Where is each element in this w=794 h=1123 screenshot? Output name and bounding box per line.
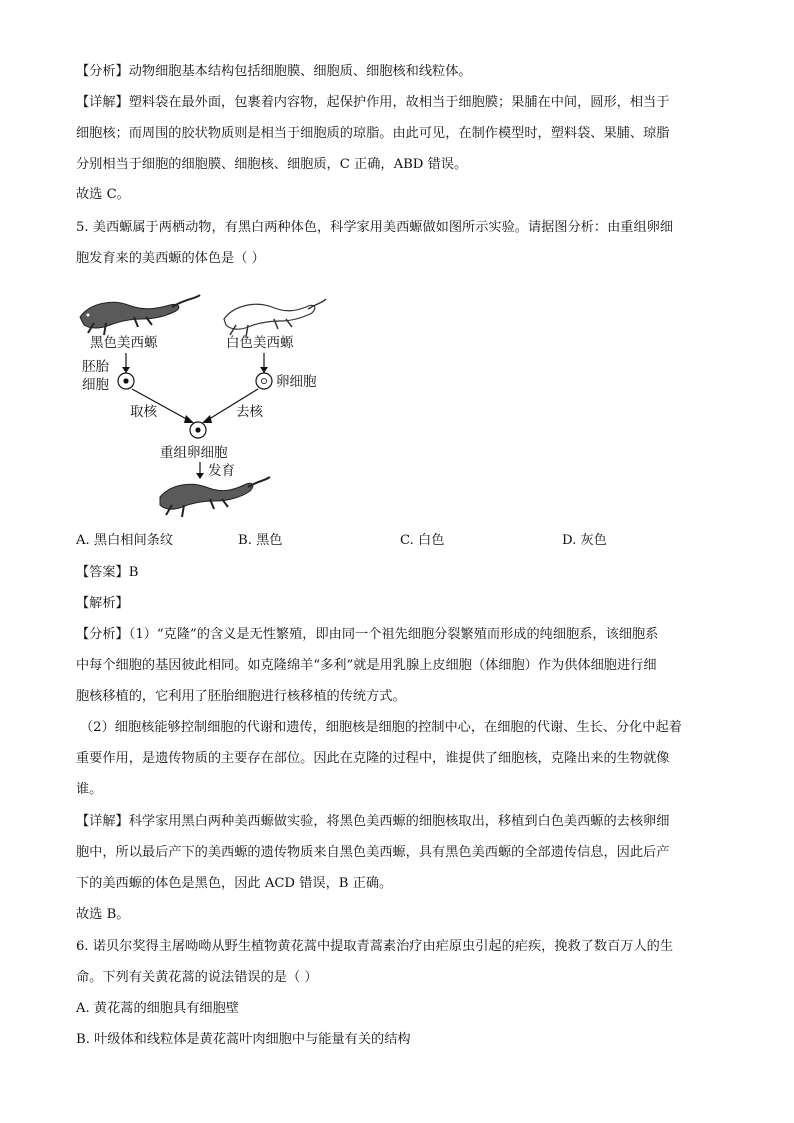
analysis-paragraph-line: （2）细胞核能够控制细胞的代谢和遗传，细胞核是细胞的控制中心，在细胞的代谢、生长、分化中起着 [80,720,682,735]
option-c: C. 白色 [400,533,445,548]
egg-cell-label: 卵细胞 [276,374,317,390]
question-5-stem: 5. 美西螈属于两栖动物，有黑白两种体色，科学家用美西螈做如图所示实验。请据图分析：由重组卵细 [76,220,674,235]
embryo-cell-icon [118,373,134,389]
recombined-egg-label: 重组卵细胞 [160,445,228,461]
answer-choice-line: 故选 B。 [76,907,130,922]
white-axolotl-label: 白色美西螈 [226,335,294,351]
option-d: D. 灰色 [562,533,607,548]
question-6-option-b: B. 叶级体和线粒体是黄花蒿叶肉细胞中与能量有关的结构 [76,1032,411,1047]
white-axolotl-image [224,299,326,337]
detail-paragraph-line: 分别相当于细胞的细胞膜、细胞核、细胞质，C 正确，ABD 错误。 [76,157,468,172]
analysis-paragraph-line: 【分析】（1）“克隆”的含义是无性繁殖，即由同一个祖先细胞分裂繁殖而形成的纯细胞系，该细胞系 [76,627,659,642]
offspring-axolotl-image [160,477,270,517]
detail-paragraph-line: 【详解】塑料袋在最外面，包裹着内容物，起保护作用，故相当于细胞膜；果脯在中间，圆形，相当于 [76,95,670,110]
analysis-paragraph-line: 谁。 [76,782,103,797]
detail-paragraph-line: 【详解】科学家用黑白两种美西螈做实验，将黑色美西螈的细胞核取出，移植到白色美西螈的去核卵细 [76,814,670,829]
answer-label: 【答案】B [76,565,139,580]
detail-paragraph-line: 胞中，所以最后产下的美西螈的遗传物质来自黑色美西螈，具有黑色美西螈的全部遗传信息，因此后产 [76,845,670,860]
detail-paragraph-line: 细胞核；而周围的胶状物质则是相当于细胞质的琼脂。由此可见，在制作模型时，塑料袋、果脯、琼脂 [76,126,670,141]
analysis-paragraph-line: 重要作用，是遗传物质的主要存在部位。因此在克隆的过程中，谁提供了细胞核，克隆出来的生物就像 [76,751,670,766]
answer-choice-line: 故选 C。 [76,187,130,202]
black-axolotl-image [80,295,200,335]
question-6-stem: 命。下列有关黄花蒿的说法错误的是（ ） [76,970,318,985]
detail-paragraph-line: 下的美西螈的体色是黑色，因此 ACD 错误，B 正确。 [76,876,393,891]
embryo-cell-label-line2: 细胞 [82,377,109,393]
remove-nucleus-label: 去核 [236,404,263,420]
explanation-label: 【解析】 [76,596,129,611]
option-a: A. 黑白相间条纹 [76,533,174,548]
question-6-stem: 6. 诺贝尔奖得主屠呦呦从野生植物黄花蒿中提取青蒿素治疗由疟原虫引起的疟疾，挽救了数百万人的生 [76,939,674,954]
option-b: B. 黑色 [238,533,283,548]
develop-label: 发育 [208,463,235,479]
analysis-paragraph: 【分析】动物细胞基本结构包括细胞膜、细胞质、细胞核和线粒体。 [76,64,472,79]
question-5-stem: 胞发育来的美西螈的体色是（ ） [76,251,265,266]
axolotl-cloning-diagram [60,285,360,525]
question-6-option-a: A. 黄花蒿的细胞具有细胞壁 [76,1001,239,1016]
egg-cell-icon [256,373,272,389]
recombined-egg-icon [190,422,206,438]
take-nucleus-label: 取核 [130,404,157,420]
analysis-paragraph-line: 胞核移植的，它利用了胚胎细胞进行核移植的传统方式。 [76,689,406,704]
analysis-paragraph-line: 中每个细胞的基因彼此相同。如克隆绵羊“多利”就是用乳腺上皮细胞（体细胞）作为供体细胞进行细 [76,658,657,673]
black-axolotl-label: 黑色美西螈 [90,335,158,351]
embryo-cell-label-line1: 胚胎 [82,359,109,375]
